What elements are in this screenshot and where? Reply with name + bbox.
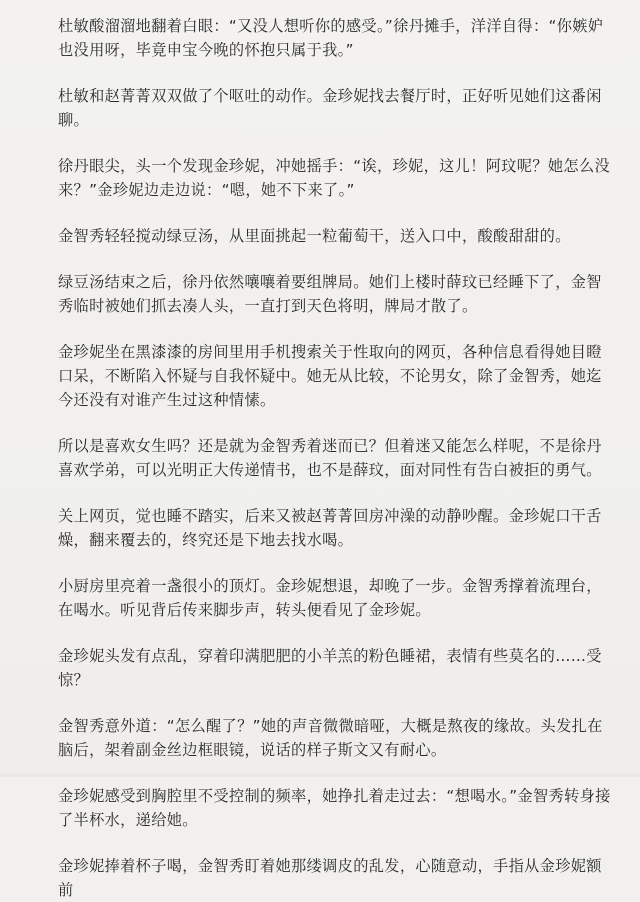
page-bottom-fade — [0, 771, 640, 777]
paragraph-1: 杜敏酸溜溜地翻着白眼：“又没人想听你的感受。”徐丹摊手，洋洋自得：“你嫉妒也没用呀，毕竟申宝今晚的怀抱只属于我。” — [58, 17, 604, 59]
paragraph-10: 金珍妮头发有点乱，穿着印满肥肥的小羊羔的粉色睡裙，表情有些莫名的……受惊？ — [58, 647, 602, 689]
paragraph-7: 所以是喜欢女生吗？还是就为金智秀着迷而已？但着迷又能怎么样呢，不是徐丹喜欢学弟，可以光明正大传递情书，也不是薛玟，面对同性有告白被拒的勇气。 — [58, 437, 602, 479]
paragraph-9: 小厨房里亮着一盏很小的顶灯。金珍妮想退，却晚了一步。金智秀撑着流理台，在喝水。听见背后传来脚步声，转头便看见了金珍妮。 — [58, 577, 602, 619]
paragraph-5: 绿豆汤结束之后，徐丹依然嚷嚷着要组牌局。她们上楼时薛玟已经睡下了，金智秀临时被她们抓去凑人头，一直打到天色将明，牌局才散了。 — [58, 273, 602, 315]
article-body — [58, 14, 612, 902]
paragraph-11: 金智秀意外道：“怎么醒了？”她的声音微微暗哑，大概是熬夜的缘故。头发扎在脑后，架着副金丝边框眼镜，说话的样子斯文又有耐心。 — [58, 717, 603, 759]
paragraph-6: 金珍妮坐在黑漆漆的房间里用手机搜索关于性取向的网页，各种信息看得她目瞪口呆，不断陷入怀疑与自我怀疑中。她无从比较，不论男女，除了金智秀，她迄今还没有对谁产生过这种情愫。 — [58, 343, 602, 409]
paragraph-3: 徐丹眼尖，头一个发现金珍妮，冲她摇手：“诶，珍妮，这儿！阿玟呢？她怎么没来？”金珍妮边走边说：“嗯，她不下来了。” — [58, 157, 611, 199]
paragraph-2: 杜敏和赵菁菁双双做了个呕吐的动作。金珍妮找去餐厅时，正好听见她们这番闲聊。 — [58, 87, 602, 129]
paragraph-8: 关上网页，觉也睡不踏实，后来又被赵菁菁回房冲澡的动静吵醒。金珍妮口干舌燥，翻来覆去的，终究还是下地去找水喝。 — [58, 507, 602, 549]
paragraph-4: 金智秀轻轻搅动绿豆汤，从里面挑起一粒葡萄干，送入口中，酸酸甜甜的。 — [58, 227, 571, 245]
paragraph-12: 金珍妮感受到胸腔里不受控制的频率，她挣扎着走过去：“想喝水。”金智秀转身接了半杯水，递给她。 — [58, 787, 611, 829]
paragraph-13: 金珍妮捧着杯子喝，金智秀盯着她那缕调皮的乱发，心随意动，手指从金珍妮额前 — [58, 857, 602, 899]
